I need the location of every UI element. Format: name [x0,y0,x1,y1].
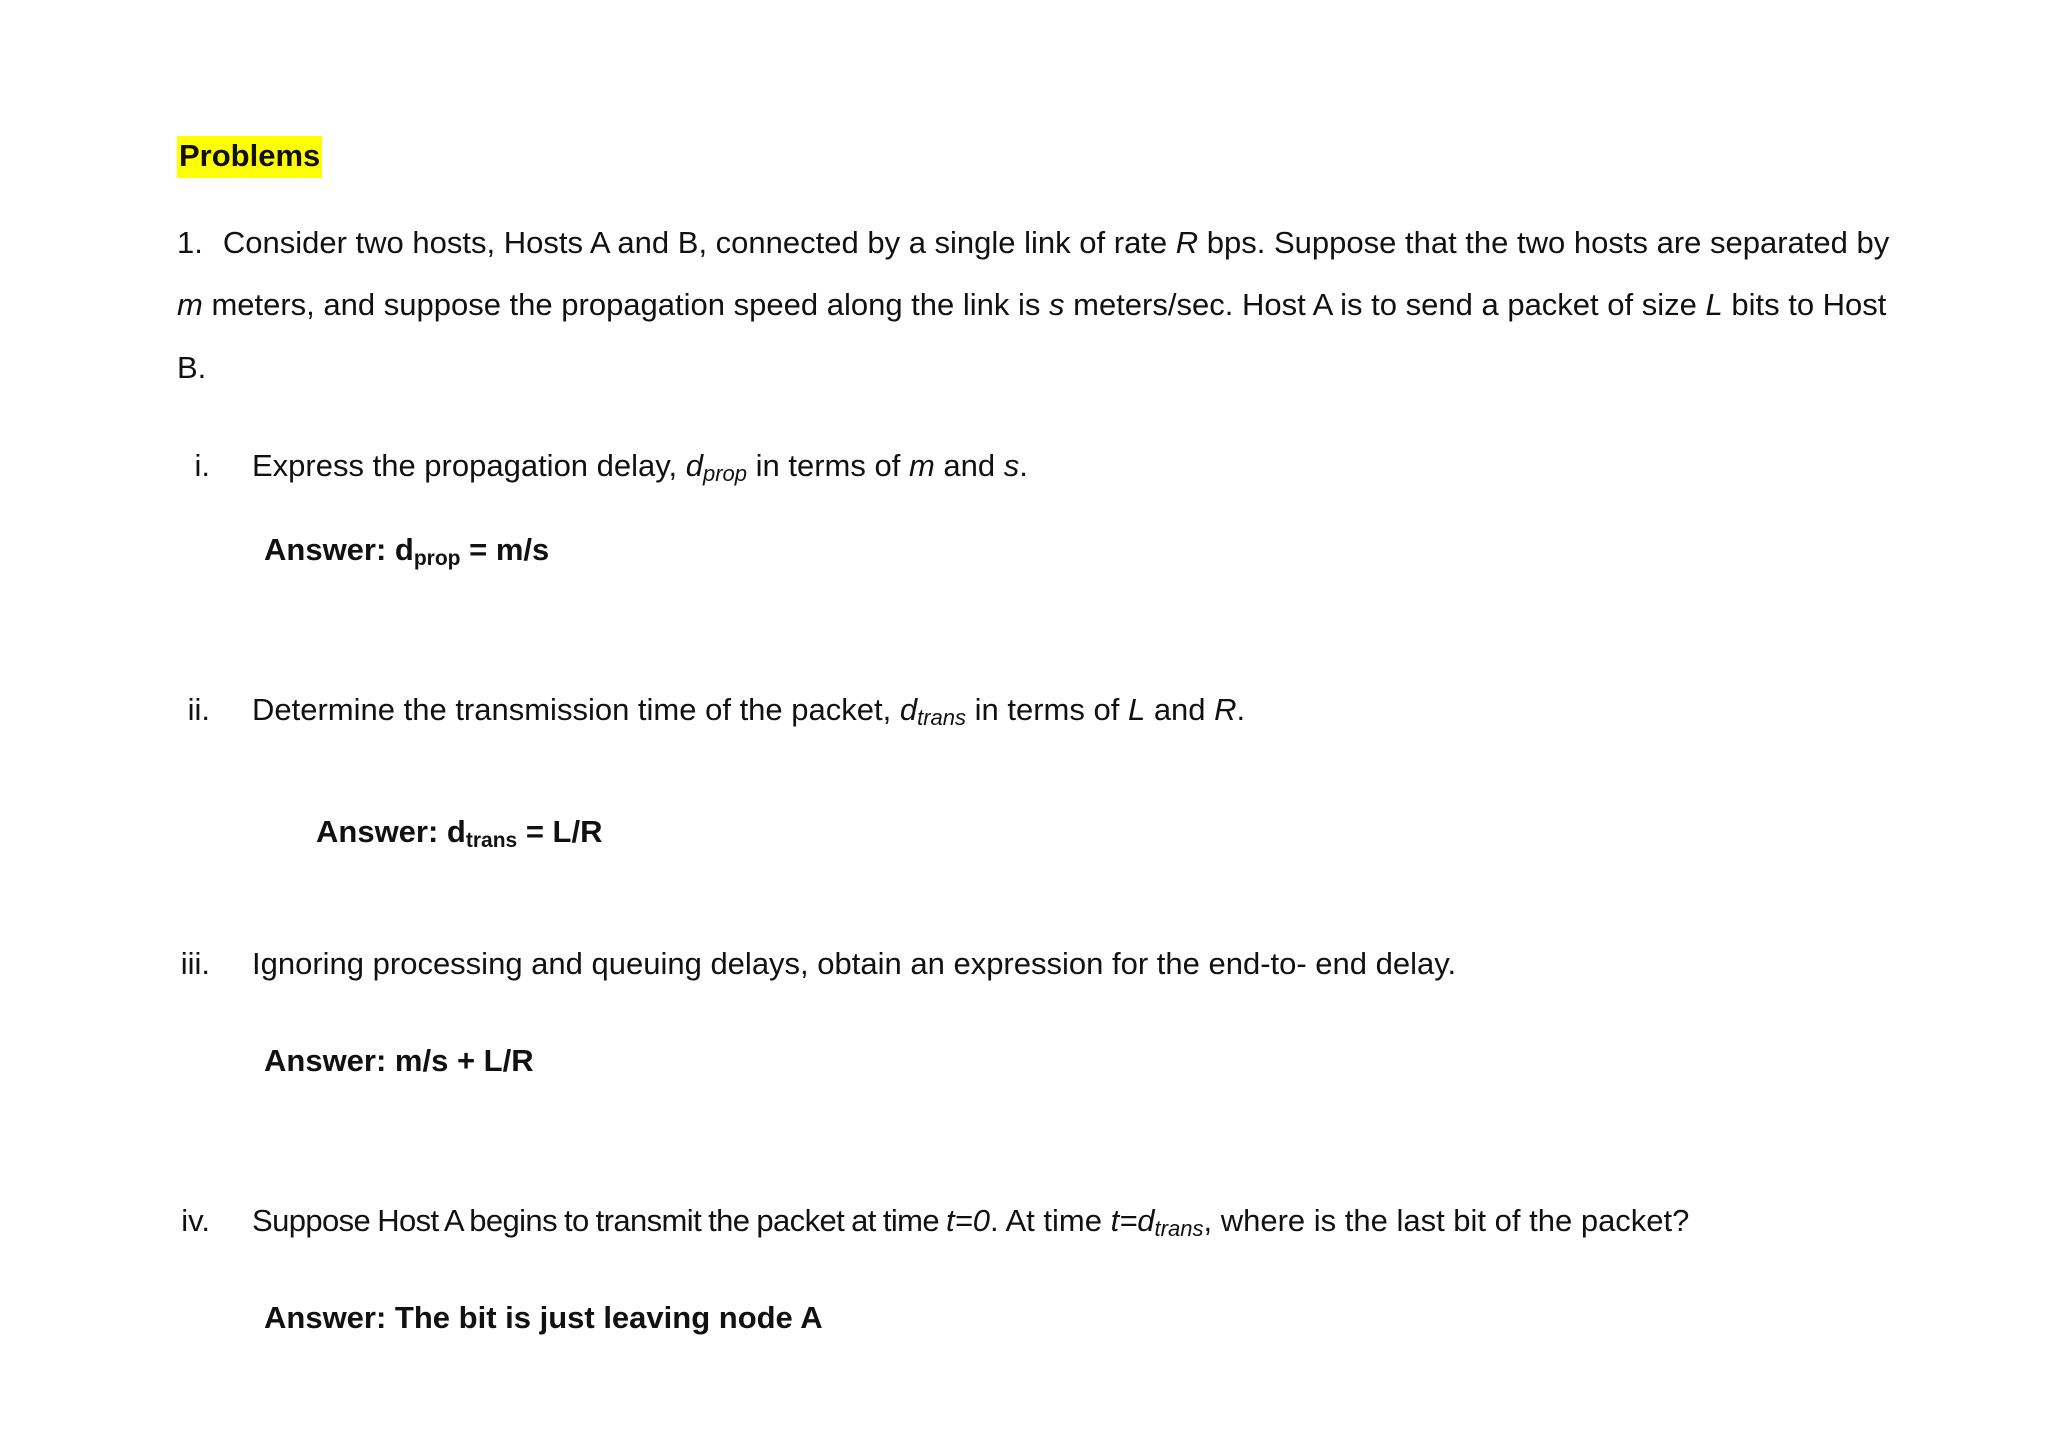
question-iii-text: Ignoring processing and queuing delays, obtain an expression for the end-to- end delay. [252,946,1457,981]
answer-iv: Answer: The bit is just leaving node A [264,1300,823,1335]
variable-m: m [908,448,935,483]
question-text: . [1019,448,1028,483]
variable-t0: t=0 [946,1203,990,1238]
problem-1-line-1 [177,225,1889,261]
question-ii-label: ii. [187,692,210,727]
question-iv-label: iv. [181,1203,210,1238]
question-text: and [1145,692,1215,727]
subscript: trans [1154,1216,1204,1241]
answer-ii [316,814,602,859]
subscript: trans [465,829,518,852]
variable-t-eq-d: t=d [1110,1203,1155,1238]
subscript: trans [917,705,967,730]
question-text: in terms of [747,448,909,483]
question-iv-text [252,1203,1689,1247]
answer-text: = m/s [460,532,550,567]
variable-d: d [685,448,703,483]
variable-d: d [899,692,918,727]
section-heading: Problems [177,136,322,178]
question-text: , where is the last bit of the packet? [1203,1203,1690,1238]
question-text: and [934,448,1004,483]
variable-R: R [1214,692,1237,727]
variable-L: L [1127,692,1146,727]
answer-i [264,532,549,577]
answer-iii: Answer: m/s + L/R [264,1043,534,1078]
problem-1-line-3: B. [177,350,207,385]
problem-text: bits to Host [1722,287,1887,322]
variable-L: L [1705,287,1723,322]
question-text: . At time [989,1203,1111,1238]
question-i-text [252,448,1028,492]
subscript: prop [413,547,461,570]
problem-text: Consider two hosts, Hosts A and B, connected by a single link of rate [222,225,1176,260]
subscript: prop [702,461,747,486]
question-text: Determine the transmission time of the packet, [252,692,900,727]
question-text: . [1236,692,1246,727]
problem-1-line-2 [177,287,1886,323]
problem-number: 1. [177,225,203,260]
question-i-label: i. [194,448,210,483]
variable-s: s [1049,287,1065,322]
problem-text: meters/sec. Host A is to send a packet of size [1064,287,1706,322]
question-text: in terms of [966,692,1128,727]
question-text: Suppose Host A begins to transmit the packet at time [252,1203,946,1238]
answer-text: Answer: d [316,814,466,849]
question-text: Express the propagation delay, [252,448,686,483]
question-iii-label: iii. [180,946,210,981]
answer-text: Answer: d [264,532,414,567]
problem-text: meters, and suppose the propagation speed along the link is [202,287,1050,322]
problem-text: bps. Suppose that the two hosts are separated by [1198,225,1890,260]
answer-text: = L/R [517,814,603,849]
variable-m: m [177,287,203,322]
variable-s: s [1003,448,1020,483]
question-ii-text [252,692,1245,736]
variable-R: R [1175,225,1199,260]
